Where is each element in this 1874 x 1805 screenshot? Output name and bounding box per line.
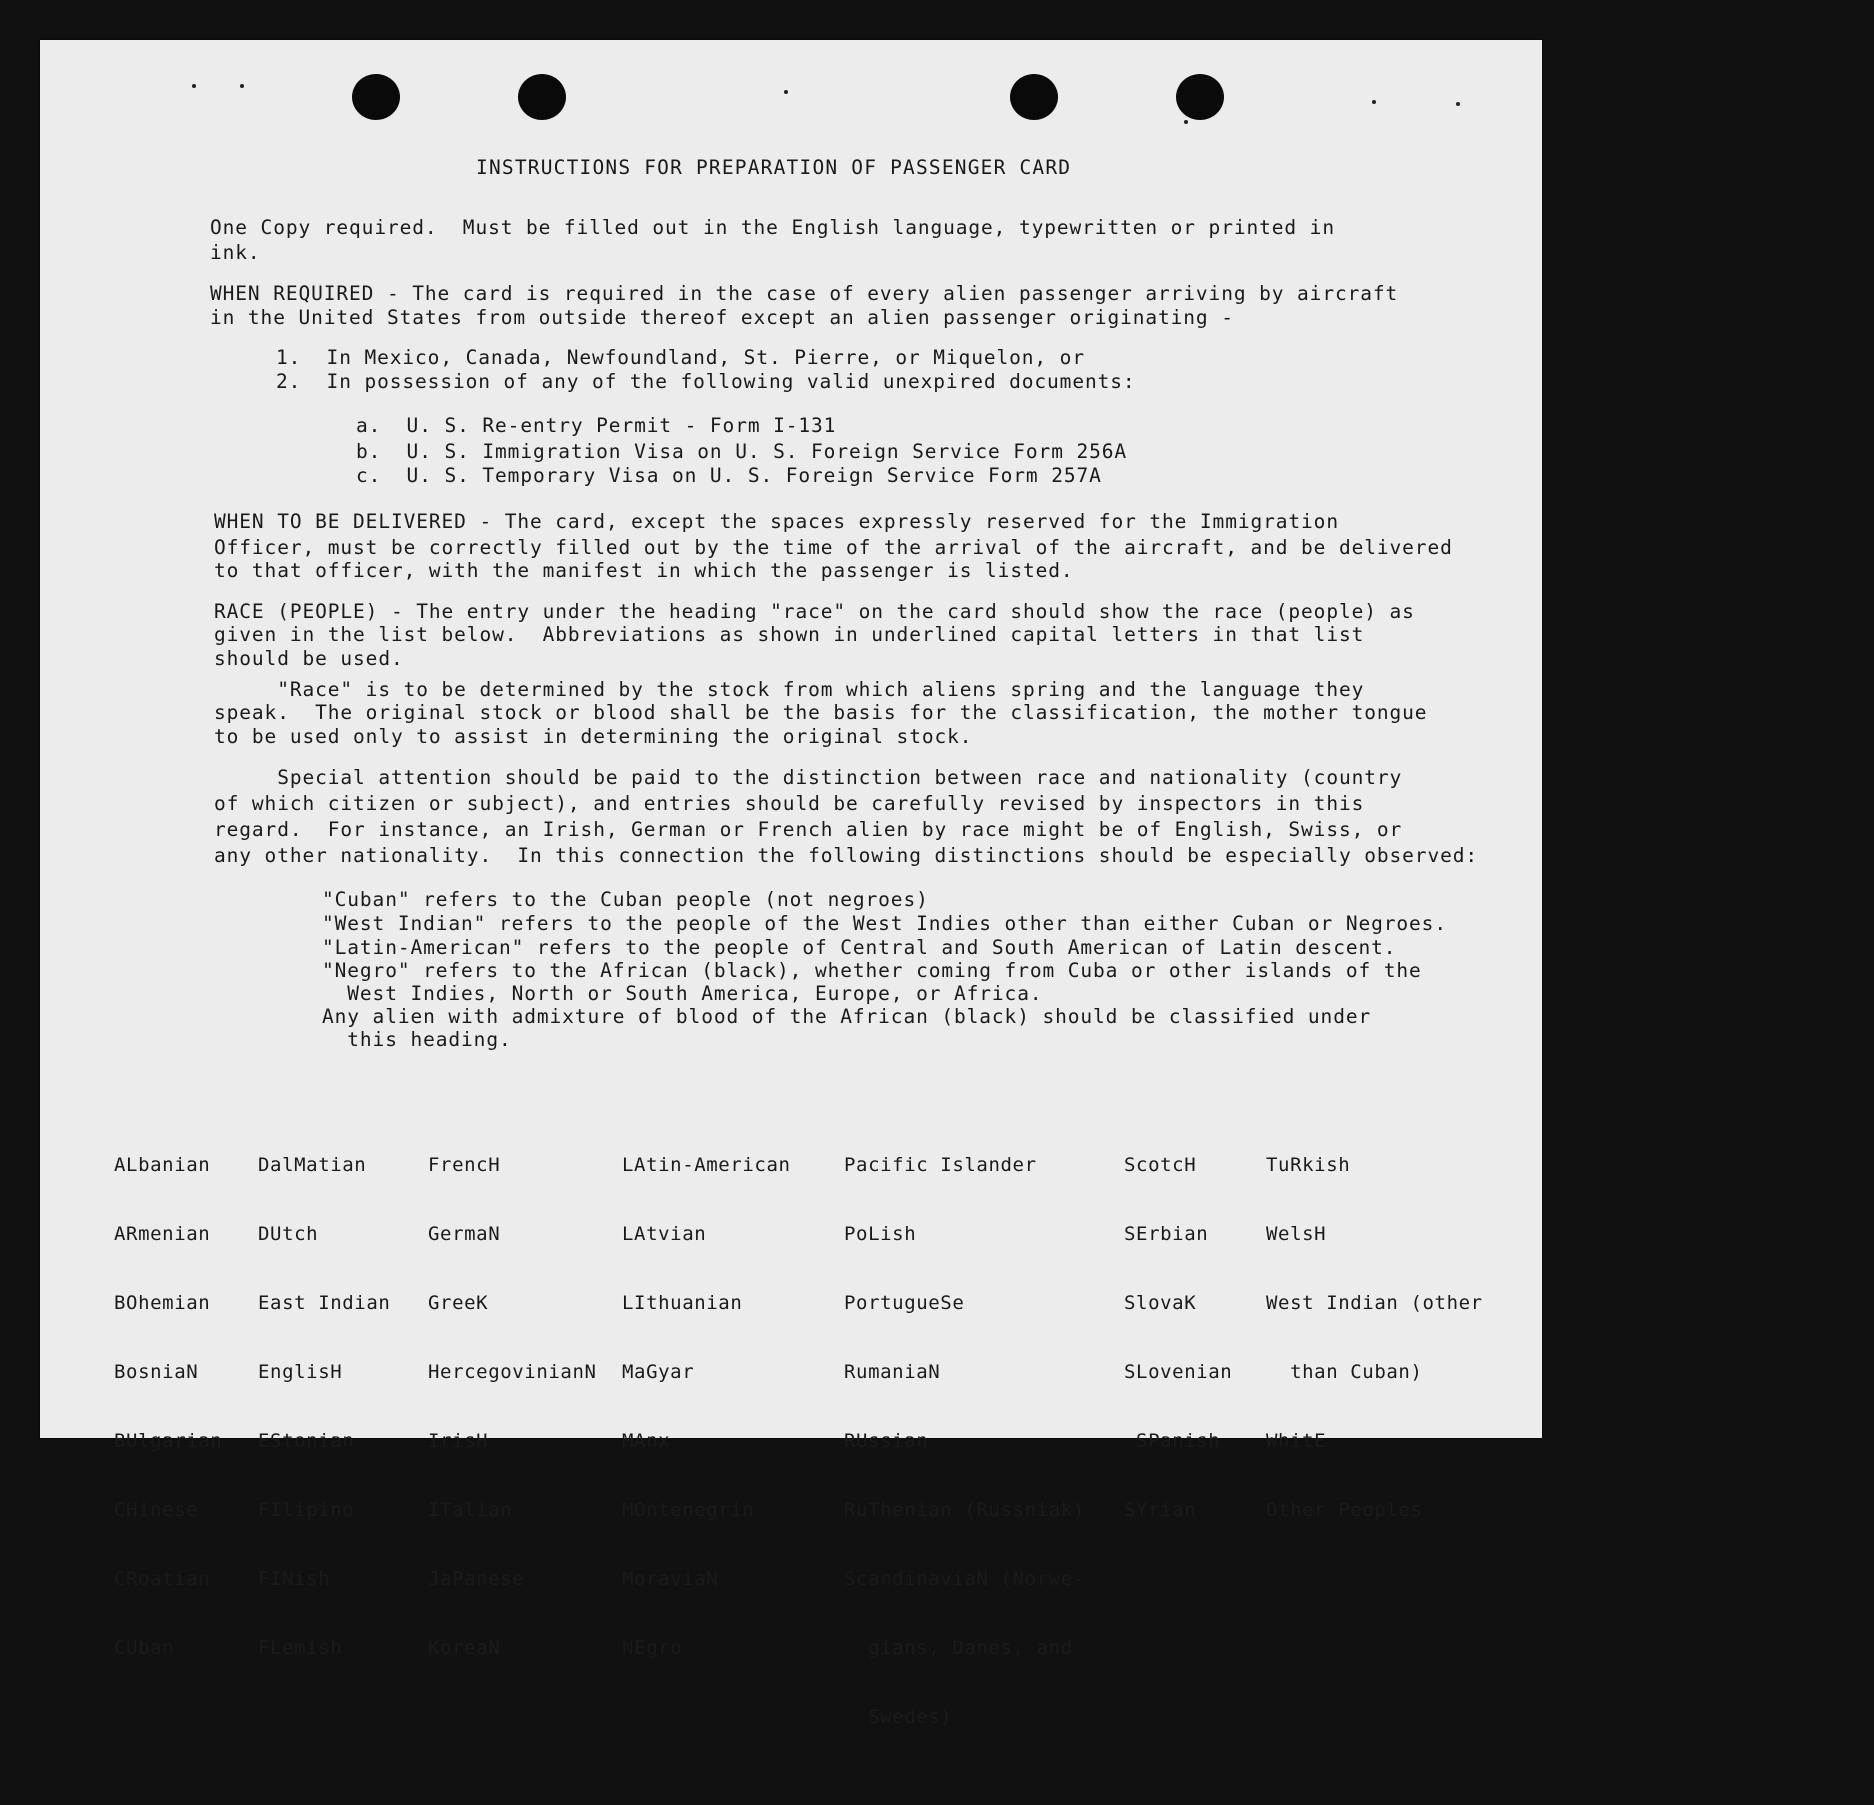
race-entry: RuThenian (Russniak) — [844, 1499, 1085, 1521]
race-heading-line: given in the list below. Abbreviations as shown in underlined capital letters in that list — [214, 623, 1365, 646]
speck — [192, 84, 196, 88]
special-line: regard. For instance, an Irish, German or French alien by race might be of English, Swiss, or — [214, 818, 1403, 841]
race-entry: EStonian — [258, 1430, 355, 1452]
race-entry: West Indian (other — [1266, 1292, 1483, 1314]
race-entry: ITalian — [428, 1499, 513, 1521]
special-line: Special attention should be paid to the distinction between race and nationality (country — [214, 766, 1403, 789]
race-entry: CHinese — [114, 1499, 199, 1521]
race-entry: gians, Danes, and — [844, 1637, 1073, 1659]
distinction-line: "Cuban" refers to the Cuban people (not negroes) — [322, 888, 929, 911]
punch-hole — [352, 74, 400, 120]
race-heading-line: RACE (PEOPLE) - The entry under the heading "race" on the card should show the race (people) as — [214, 600, 1415, 623]
race-entry: FINish — [258, 1568, 331, 1590]
race-entry: HercegovinianN — [428, 1361, 597, 1383]
race-entry: ScotcH — [1124, 1154, 1197, 1176]
race-entry: FrencH — [428, 1154, 501, 1176]
race-entry: SPanish — [1124, 1430, 1221, 1452]
race-entry: Pacific Islander — [844, 1154, 1037, 1176]
race-entry: MaGyar — [622, 1361, 695, 1383]
numbered-item: 1. In Mexico, Canada, Newfoundland, St. Pierre, or Miquelon, or — [276, 346, 1085, 369]
race-entry: SErbian — [1124, 1223, 1209, 1245]
race-column — [114, 1108, 222, 1706]
race-entry: BUlgarian — [114, 1430, 223, 1452]
race-entry: DalMatian — [258, 1154, 367, 1176]
distinction-line: West Indies, North or South America, Europe, or Africa. — [322, 982, 1043, 1005]
distinction-line: "West Indian" refers to the people of the West Indies other than either Cuban or Negroes. — [322, 912, 1447, 935]
when-delivered-line: Officer, must be correctly filled out by the time of the arrival of the aircraft, and be delivered — [214, 536, 1453, 559]
race-entry: than Cuban) — [1266, 1361, 1423, 1383]
when-delivered-line: WHEN TO BE DELIVERED - The card, except the spaces expressly reserved for the Immigration — [214, 510, 1339, 533]
special-line: any other nationality. In this connection the following distinctions should be especially observed: — [214, 844, 1478, 867]
race-entry: GermaN — [428, 1223, 501, 1245]
race-column — [428, 1108, 597, 1706]
race-entry: ARmenian — [114, 1223, 211, 1245]
punch-hole — [1176, 74, 1224, 120]
distinction-line: "Latin-American" refers to the people of Central and South American of Latin descent. — [322, 936, 1397, 959]
race-entry: IrisH — [428, 1430, 489, 1452]
race-entry: JaPanese — [428, 1568, 525, 1590]
race-entry: FLemish — [258, 1637, 343, 1659]
race-entry: PoLish — [844, 1223, 917, 1245]
race-entry: PortugueSe — [844, 1292, 965, 1314]
race-entry: SLovenian — [1124, 1361, 1233, 1383]
race-entry: ScandinaviaN (Norwe- — [844, 1568, 1085, 1590]
race-entry: KoreaN — [428, 1637, 501, 1659]
race-entry: MoraviaN — [622, 1568, 719, 1590]
race-entry: WhitE — [1266, 1430, 1327, 1452]
document-item: c. U. S. Temporary Visa on U. S. Foreign Service Form 257A — [356, 464, 1102, 487]
race-def-line: speak. The original stock or blood shall be the basis for the classification, the mother tongue — [214, 701, 1428, 724]
race-entry: BosniaN — [114, 1361, 199, 1383]
race-entry: MOntenegrin — [622, 1499, 755, 1521]
race-entry: LIthuanian — [622, 1292, 743, 1314]
race-entry: BOhemian — [114, 1292, 211, 1314]
when-required-line: in the United States from outside thereof except an alien passenger originating - — [210, 306, 1234, 329]
document-item: b. U. S. Immigration Visa on U. S. Foreign Service Form 256A — [356, 440, 1128, 463]
race-column — [1124, 1108, 1232, 1568]
speck — [1184, 120, 1188, 124]
speck — [240, 84, 244, 88]
distinction-line: Any alien with admixture of blood of the African (black) should be classified under — [322, 1005, 1372, 1028]
race-entry: RumaniaN — [844, 1361, 941, 1383]
when-required-line: WHEN REQUIRED - The card is required in the case of every alien passenger arriving by aircraft — [210, 282, 1399, 305]
race-entry: FIlipino — [258, 1499, 355, 1521]
document-page — [40, 40, 1542, 1728]
speck — [1372, 100, 1376, 104]
race-entry: EnglisH — [258, 1361, 343, 1383]
distinction-line: this heading. — [322, 1028, 512, 1051]
race-column — [844, 1108, 1085, 1775]
numbered-item: 2. In possession of any of the following valid unexpired documents: — [276, 370, 1136, 393]
document-item: a. U. S. Re-entry Permit - Form I-131 — [356, 414, 837, 437]
race-entry: TuRkish — [1266, 1154, 1351, 1176]
race-entry: CRoatian — [114, 1568, 211, 1590]
special-line: of which citizen or subject), and entries should be carefully revised by inspectors in this — [214, 792, 1365, 815]
speck — [784, 90, 788, 94]
intro-line: ink. — [210, 241, 261, 264]
race-entry: RUssian — [844, 1430, 929, 1452]
race-column — [258, 1108, 390, 1706]
race-entry: ALbanian — [114, 1154, 211, 1176]
speck — [1456, 102, 1460, 106]
punch-hole — [518, 74, 566, 120]
when-delivered-line: to that officer, with the manifest in which the passenger is listed. — [214, 559, 1074, 582]
race-entry: DUtch — [258, 1223, 319, 1245]
race-entry: Swedes) — [844, 1706, 953, 1728]
race-column — [622, 1108, 791, 1706]
race-entry: SYrian — [1124, 1499, 1197, 1521]
race-heading-line: should be used. — [214, 647, 404, 670]
race-entry: East Indian — [258, 1292, 391, 1314]
race-entry: CUban — [114, 1637, 175, 1659]
race-def-line: to be used only to assist in determining the original stock. — [214, 725, 973, 748]
race-def-line: "Race" is to be determined by the stock from which aliens spring and the language they — [214, 678, 1365, 701]
race-entry: NEgro — [622, 1637, 683, 1659]
race-column — [1266, 1108, 1483, 1568]
race-entry: GreeK — [428, 1292, 489, 1314]
race-entry: LAtvian — [622, 1223, 707, 1245]
race-entry: WelsH — [1266, 1223, 1327, 1245]
page-title: INSTRUCTIONS FOR PREPARATION OF PASSENGER CARD — [476, 156, 1072, 179]
race-entry: LAtin-American — [622, 1154, 791, 1176]
distinction-line: "Negro" refers to the African (black), whether coming from Cuba or other islands of the — [322, 959, 1422, 982]
race-entry: MAnx — [622, 1430, 671, 1452]
intro-line: One Copy required. Must be filled out in the English language, typewritten or printed in — [210, 216, 1335, 239]
race-entry: SlovaK — [1124, 1292, 1197, 1314]
punch-hole — [1010, 74, 1058, 120]
race-entry: Other Peoples — [1266, 1499, 1423, 1521]
